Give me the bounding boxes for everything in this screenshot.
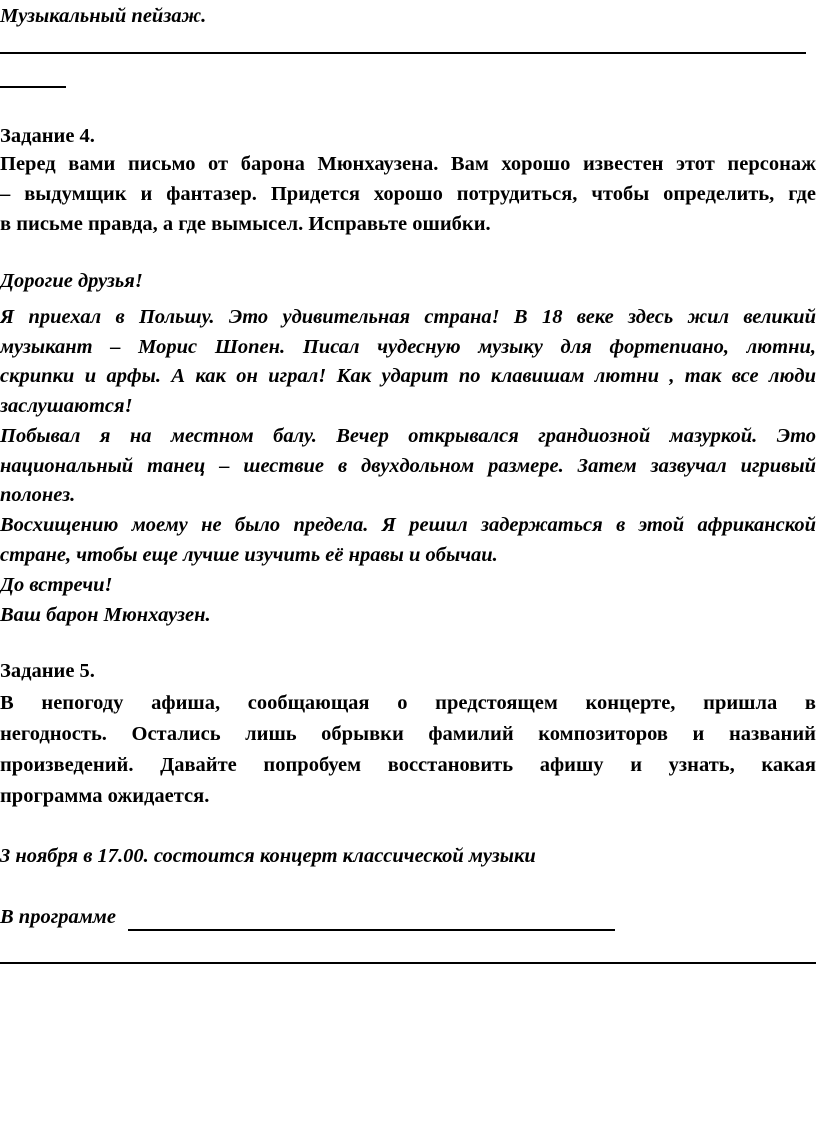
concert-announcement: 3 ноября в 17.00. состоится концерт классической музыки xyxy=(0,845,536,867)
task5-heading: Задание 5. xyxy=(0,660,95,682)
letter-line: полонез. xyxy=(0,484,76,506)
program-label: В программе xyxy=(0,906,116,928)
letter-line: заслушаются! xyxy=(0,395,133,417)
answer-line-short xyxy=(0,86,66,88)
page-title: Музыкальный пейзаж. xyxy=(0,5,207,27)
letter-line: Я приехал в Польшу. Это удивительная страна! В 18 веке здесь жил великий xyxy=(0,306,816,328)
letter-line: Побывал я на местном балу. Вечер открывался грандиозной мазуркой. Это xyxy=(0,425,816,447)
letter-line: музыкант – Морис Шопен. Писал чудесную музыку для фортепиано, лютни, xyxy=(0,336,816,358)
task4-intro-line: – выдумщик и фантазер. Придется хорошо потрудиться, чтобы определить, где xyxy=(0,183,816,205)
program-answer-line-full xyxy=(0,962,816,964)
task5-intro-line: негодность. Остались лишь обрывки фамилий композиторов и названий xyxy=(0,723,816,745)
task5-intro-line: программа ожидается. xyxy=(0,785,210,807)
letter-signature: Ваш барон Мюнхаузен. xyxy=(0,604,211,626)
program-answer-line xyxy=(128,929,615,931)
task5-intro-line: В непогоду афиша, сообщающая о предстоящем концерте, пришла в xyxy=(0,692,816,714)
task4-heading: Задание 4. xyxy=(0,125,95,147)
task5-intro-line: произведений. Давайте попробуем восстановить афишу и узнать, какая xyxy=(0,754,816,776)
letter-line: скрипки и арфы. А как он играл! Как ударит по клавишам лютни , так все люди xyxy=(0,365,816,387)
letter-farewell: До встречи! xyxy=(0,574,113,596)
letter-line: национальный танец – шествие в двухдольном размере. Затем зазвучал игривый xyxy=(0,455,816,477)
letter-greeting: Дорогие друзья! xyxy=(0,270,143,292)
letter-line: стране, чтобы еще лучше изучить её нравы и обычаи. xyxy=(0,544,498,566)
answer-line xyxy=(0,52,806,54)
task4-intro-line: Перед вами письмо от барона Мюнхаузена. Вам хорошо известен этот персонаж xyxy=(0,153,816,175)
task4-intro-line: в письме правда, а где вымысел. Исправьте ошибки. xyxy=(0,213,491,235)
letter-line: Восхищению моему не было предела. Я решил задержаться в этой африканской xyxy=(0,514,816,536)
